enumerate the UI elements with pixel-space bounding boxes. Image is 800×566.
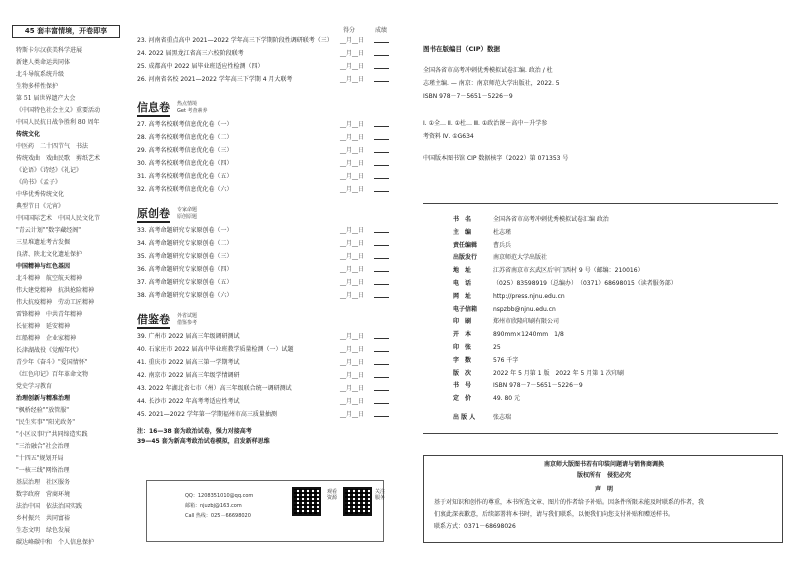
grade-blank[interactable] (374, 139, 389, 140)
sidebar-topic: 第 51 届世界遗产大会 (16, 95, 76, 102)
toc-row-title: 45. 2021—2022 学年第一学期福州市高三质量抽测 (137, 411, 277, 418)
fact-value: 576 千字 (493, 356, 519, 364)
fact-value: 2022 年 5 月第 1 版 2022 年 5 月第 1 次印刷 (493, 369, 624, 377)
fact-value: ISBN 978－7－5651－5226－9 (493, 382, 583, 390)
qr-caption-resources: 观看资源 (327, 489, 338, 501)
grade-blank[interactable] (374, 364, 389, 365)
publication-fact (453, 305, 556, 314)
toc-row[interactable] (137, 171, 389, 182)
grade-blank[interactable] (374, 351, 389, 352)
toc-row-date: __月__日 (339, 411, 364, 418)
sidebar-topic: 长征精神 延安精神 (16, 323, 71, 330)
sidebar-topic: 生态文明 绿色发展 (16, 527, 71, 534)
fact-label: 出 版 人 (453, 414, 476, 421)
toc-row[interactable] (137, 331, 389, 342)
publication-fact (453, 356, 518, 365)
toc-row[interactable] (137, 74, 389, 85)
fact-label: 印 张 (453, 344, 472, 351)
fact-label: 印 刷 (453, 318, 472, 326)
section-title: 原创卷 (137, 207, 170, 223)
sidebar-topic: 乡村振兴 共同富裕 (16, 515, 71, 522)
sidebar-topic: "枫桥经验""放管服" (16, 407, 70, 414)
toc-row[interactable] (137, 251, 389, 262)
toc-row-date: __月__日 (339, 186, 364, 193)
publication-fact (453, 279, 677, 288)
sidebar-topic: 中医药 二十四节气 书法 (16, 143, 89, 150)
toc-row[interactable] (137, 225, 389, 236)
fact-value: 890mm×1240mm 1/8 (493, 331, 564, 339)
sidebar-topic: 中国国际艺术 中国人民文化节 (16, 215, 101, 222)
sidebar-topic: 党史学习教育 (16, 383, 53, 390)
cip-title: 图书在版编目（CIP）数据 (423, 45, 500, 53)
fact-label: 书 号 (453, 382, 472, 390)
qr-code-service[interactable] (343, 487, 372, 516)
footnote: 39—45 套为新高考政治试卷模拟，启发新样思维 (137, 438, 270, 445)
copyright-page (415, 25, 785, 545)
fact-label: 书 名 (453, 216, 472, 223)
grade-blank[interactable] (374, 416, 389, 417)
sidebar-category: 中国精神与红色基因 (16, 263, 71, 270)
toc-row[interactable] (137, 61, 389, 72)
sidebar-topic: 数字政府 营商环境 (16, 491, 71, 498)
sidebar-topic: 雷锋精神 中共青年精神 (16, 311, 83, 318)
section-title: 信息卷 (137, 101, 170, 117)
grade-blank[interactable] (374, 81, 389, 82)
publication-fact (453, 394, 520, 403)
toc-row-title: 39. 广州市 2022 届高三年级调研测试 (137, 333, 240, 340)
sidebar-topic: 《红色印记》百年革命文物 (16, 371, 89, 378)
fact-value: 南京师范大学出版社 (493, 254, 548, 262)
toc-row-date: __月__日 (339, 37, 364, 44)
toc-row-title: 30. 高考名校联考信息优化卷（四） (137, 160, 233, 167)
grade-blank[interactable] (374, 258, 389, 259)
toc-row-date: __月__日 (339, 63, 364, 70)
sidebar-category: 传统文化 (16, 131, 41, 138)
fact-value: 全国各省市高考冲刺优秀模拟试卷汇编 政治 (493, 216, 609, 223)
sidebar-topic: 北斗精神 航空航天精神 (16, 275, 83, 282)
fact-label: 网 址 (453, 292, 472, 300)
sidebar-topic: 良渚、陕北文化遗址保护 (16, 251, 83, 258)
toc-row-date: __月__日 (339, 266, 364, 273)
grade-blank[interactable] (374, 42, 389, 43)
sidebar-topic: "小区议事厅"共同缔造实践 (16, 431, 88, 438)
grade-blank[interactable] (374, 68, 389, 69)
contact-box (146, 480, 384, 542)
toc-row-title: 24. 2022 届黑龙江省高三六校阶段联考 (137, 50, 244, 57)
toc-row-title: 25. 成都高中 2022 届毕业班适应性检测（四） (137, 63, 264, 70)
sidebar-topic: 基层治理 社区服务 (16, 479, 71, 486)
copyright-notice: 版权所有 侵犯必究 (576, 472, 631, 479)
grade-blank[interactable] (374, 245, 389, 246)
section-tagline: Get 考查素养 (177, 108, 208, 114)
toc-row-title: 41. 重庆市 2022 届高三第一学期考试 (137, 359, 240, 366)
contact-tel: Call 热线：025－66698020 (185, 513, 251, 519)
toc-row-date: __月__日 (339, 292, 364, 299)
cip-line: 考资料 Ⅳ. ①G634 (423, 133, 474, 140)
toc-row[interactable] (137, 370, 389, 381)
publication-fact (453, 228, 511, 237)
fact-label: 定 价 (453, 395, 472, 403)
publication-fact (453, 266, 644, 275)
grade-blank[interactable] (374, 178, 389, 179)
toc-row[interactable] (137, 277, 389, 288)
toc-row[interactable] (137, 238, 389, 249)
declaration-heading: 声 明 (594, 486, 613, 493)
toc-row-title: 37. 高考命题研究专家原创卷（五） (137, 279, 233, 286)
toc-row-date: __月__日 (339, 385, 364, 392)
sidebar-topic: "十四五"规划开局 (16, 455, 64, 462)
publication-fact (453, 253, 547, 262)
fact-value: （025）83598919（总编办） （0371）68698015（读者服务部） (493, 280, 677, 287)
score-column-header: 得分 (343, 27, 356, 34)
toc-row-title: 43. 2022 年湖北省七市（州）高三年级联合统一调研测试 (137, 385, 292, 392)
toc-row[interactable] (137, 409, 389, 420)
grade-blank[interactable] (374, 191, 389, 192)
toc-row-title: 35. 高考命题研究专家原创卷（三） (137, 253, 233, 260)
publication-fact (453, 343, 501, 352)
toc-row[interactable] (137, 48, 389, 59)
contact-qq: QQ：1208351010@qq.com (185, 493, 254, 499)
sidebar-topic: 新建人类命运共同体 (16, 59, 71, 66)
declaration-text: 联系方式：0371－68698026 (434, 523, 516, 530)
toc-row[interactable] (137, 357, 389, 368)
toc-row-title: 36. 高考命题研究专家原创卷（四） (137, 266, 233, 273)
fact-label: 版 次 (453, 369, 472, 377)
publication-fact (453, 292, 565, 301)
sidebar-topic: "民生实事""阳光政务" (16, 419, 76, 426)
sidebar-topic: "三治融合"社会治理 (16, 443, 70, 450)
publication-fact (453, 369, 624, 378)
fact-value: 张志瑞 (493, 414, 512, 421)
section-tagline: 专家命题 (177, 207, 198, 213)
section-title: 借鉴卷 (137, 313, 170, 329)
toc-row-date: __月__日 (339, 333, 364, 340)
contact-email: 邮箱：njuzbj@163.com (185, 503, 242, 509)
toc-row[interactable] (137, 290, 389, 301)
publication-fact (453, 413, 511, 422)
toc-row[interactable] (137, 396, 389, 407)
cip-line: Ⅰ. ①全… Ⅱ. ①杜… Ⅲ. ①政治课－高中－升学参 (423, 120, 548, 127)
sidebar-topic: 中华优秀传统文化 (16, 191, 65, 198)
publication-fact (453, 330, 564, 339)
toc-row-date: __月__日 (339, 240, 364, 247)
toc-row-title: 34. 高考命题研究专家原创卷（二） (137, 240, 233, 247)
grade-blank[interactable] (374, 297, 389, 298)
toc-row[interactable] (137, 158, 389, 169)
toc-row-date: __月__日 (339, 121, 364, 128)
grade-blank[interactable] (374, 232, 389, 233)
sidebar-topic: "青云计划""数字藏经阁" (16, 227, 82, 234)
publication-fact (453, 381, 583, 390)
fact-value: 江苏省南京市玄武区后宰门西村 9 号（邮编：210016） (493, 267, 644, 275)
sidebar-topic: 生物多样性保护 (16, 83, 59, 90)
cip-line: 志瑾主编. — 南京：南京师范大学出版社，2022. 5 (423, 80, 560, 87)
toc-row-date: __月__日 (339, 76, 364, 83)
toc-row-title: 29. 高考名校联考信息优化卷（三） (137, 147, 233, 154)
declaration-title: 南京师大版图书若有印装问题请与销售商调换 (543, 461, 664, 468)
sidebar-topic: 《中国特色社会主义》重要活动 (16, 107, 101, 114)
toc-row-date: __月__日 (339, 253, 364, 260)
toc-row-title: 38. 高考命题研究专家原创卷（六） (137, 292, 233, 299)
fact-label: 出版发行 (453, 254, 478, 262)
toc-row-date: __月__日 (339, 359, 364, 366)
fact-label: 责任编辑 (453, 241, 478, 249)
sidebar-topic: 长津湖战役《觉醒年代》 (16, 347, 83, 354)
section-tagline: 外省试题 (177, 313, 198, 319)
toc-row[interactable] (137, 145, 389, 156)
toc-row-title: 26. 河南省名校 2021—2022 学年高三下学期 4 月大联考 (137, 76, 293, 83)
fact-value: http://press.njnu.edu.cn (493, 292, 565, 300)
fact-value: 杜志瑾 (493, 228, 512, 236)
toc-row[interactable] (137, 35, 389, 46)
sidebar-topic: 碳达峰碳中和 个人信息保护 (16, 539, 95, 546)
toc-row-title: 23. 河南省重点高中 2021—2022 学年高三下学期阶段性调研联考（三） (137, 37, 333, 44)
sidebar-topic: 红船精神 企业家精神 (16, 335, 77, 342)
toc-row-date: __月__日 (339, 346, 364, 353)
grade-blank[interactable] (374, 377, 389, 378)
toc-row-title: 44. 长沙市 2022 年高考考适应性考试 (137, 398, 240, 405)
cip-line: 中国版本图书馆 CIP 数据核字（2022）第 071353 号 (423, 155, 569, 162)
section-tagline: 热点情境 (177, 101, 198, 107)
fact-label: 电子信箱 (453, 305, 478, 313)
declaration-text: 们衷此深表歉意，后续部署将本书时，请与我们联系，以便我们向您支付补贴和赠送样书。 (434, 511, 675, 518)
grade-blank[interactable] (374, 390, 389, 391)
toc-row-date: __月__日 (339, 50, 364, 57)
topic-sidebar (12, 25, 136, 545)
toc-row-date: __月__日 (339, 372, 364, 379)
sidebar-topic: 三星堆遗址考古发掘 (16, 239, 71, 246)
grade-column-header: 成绩 (375, 27, 388, 34)
sidebar-topic: 伟大抗疫精神 劳动工匠精神 (16, 299, 95, 306)
qr-code-resources[interactable] (292, 487, 321, 516)
toc-row-title: 28. 高考名校联考信息优化卷（二） (137, 134, 233, 141)
toc-row-date: __月__日 (339, 398, 364, 405)
toc-row-date: __月__日 (339, 134, 364, 141)
section-tagline: 原创原题 (177, 214, 198, 220)
declaration-text: 基于对知识和创作的尊重，本书所选文章、图片的作者给予补贴。因条件所限未能及时联系的作者，我 (434, 499, 705, 506)
sidebar-topic: 青少年《奋斗》"爱国情怀" (16, 359, 88, 366)
toc-row-title: 42. 南京市 2022 届高三年级学情调研 (137, 372, 240, 379)
fact-label: 电 话 (453, 280, 472, 287)
toc-row-date: __月__日 (339, 227, 364, 234)
section-tagline: 借鉴参考 (177, 320, 198, 326)
toc-row-date: __月__日 (339, 279, 364, 286)
sidebar-topic: 典型节日《元宵》 (16, 203, 65, 210)
footnote: 注：16—38 套为政治试卷，强力对接高考 (137, 428, 252, 435)
toc-row-title: 33. 高考命题研究专家原创卷（一） (137, 227, 233, 234)
toc-row[interactable] (137, 184, 389, 195)
grade-blank[interactable] (374, 284, 389, 285)
fact-label: 主 编 (453, 228, 472, 236)
toc-row-date: __月__日 (339, 147, 364, 154)
toc-row[interactable] (137, 344, 389, 355)
fact-value: nspzbb@njnu.edu.cn (493, 305, 556, 313)
grade-blank[interactable] (374, 126, 389, 127)
declaration-box (423, 455, 783, 543)
grade-blank[interactable] (374, 271, 389, 272)
sidebar-topic: 传统戏曲 戏曲民歌 剪纸艺术 (16, 155, 101, 162)
publication-fact (453, 241, 511, 250)
sidebar-topic: 特斯卡尔汉获美科学进展 (16, 47, 83, 54)
divider-line (423, 433, 778, 434)
toc-row[interactable] (137, 132, 389, 143)
fact-label: 字 数 (453, 356, 472, 364)
sidebar-category: 治理创新与精准治理 (16, 395, 71, 402)
cip-line: ISBN 978－7－5651－5226－9 (423, 93, 513, 100)
grade-blank[interactable] (374, 403, 389, 404)
sidebar-title: 45 套丰富情境，开卷即享 (12, 25, 120, 38)
grade-blank[interactable] (374, 55, 389, 56)
toc-row[interactable] (137, 264, 389, 275)
sidebar-topic: 中国人民抗日战争胜利 80 周年 (16, 119, 100, 126)
cip-line: 全国各省市高考冲刺优秀模拟试卷汇编. 政治 / 杜 (423, 67, 553, 74)
fact-value: 25 (493, 344, 501, 351)
sidebar-topic: 法治中国 依法治国实践 (16, 503, 83, 510)
sidebar-topic: 北斗导航系统升级 (16, 71, 65, 78)
grade-blank[interactable] (374, 165, 389, 166)
publication-fact (453, 317, 559, 326)
fact-value: 49. 80 元 (493, 395, 520, 403)
toc-row-date: __月__日 (339, 173, 364, 180)
toc-row-title: 40. 石家庄市 2022 届高中毕业班教学质量检测（一）试题 (137, 346, 294, 353)
sidebar-topic: 《尚书》《孟子》 (16, 179, 62, 186)
publication-fact (453, 215, 609, 224)
fact-value: 郑州市欣隆印刷有限公司 (493, 318, 560, 326)
fact-label: 地 址 (453, 267, 472, 275)
toc-row-title: 32. 高考名校联考信息优化卷（六） (137, 186, 233, 193)
grade-blank[interactable] (374, 152, 389, 153)
toc-row-title: 31. 高考名校联考信息优化卷（五） (137, 173, 233, 180)
toc-row-title: 27. 高考名校联考信息优化卷（一） (137, 121, 233, 128)
toc-row-date: __月__日 (339, 160, 364, 167)
qr-caption-service: 关注服务 (375, 489, 386, 501)
sidebar-topic: 伟大建党精神 抗洪抢险精神 (16, 287, 95, 294)
sidebar-topic: 《论语》《诗经》《礼记》 (16, 167, 83, 174)
toc-row[interactable] (137, 119, 389, 130)
divider-line (423, 203, 778, 204)
fact-label: 开 本 (453, 331, 472, 339)
sidebar-topic: "一核三线"网络治理 (16, 467, 70, 474)
toc-row[interactable] (137, 383, 389, 394)
table-of-contents (137, 25, 390, 560)
fact-value: 曹兵兵 (493, 241, 512, 249)
grade-blank[interactable] (374, 338, 389, 339)
